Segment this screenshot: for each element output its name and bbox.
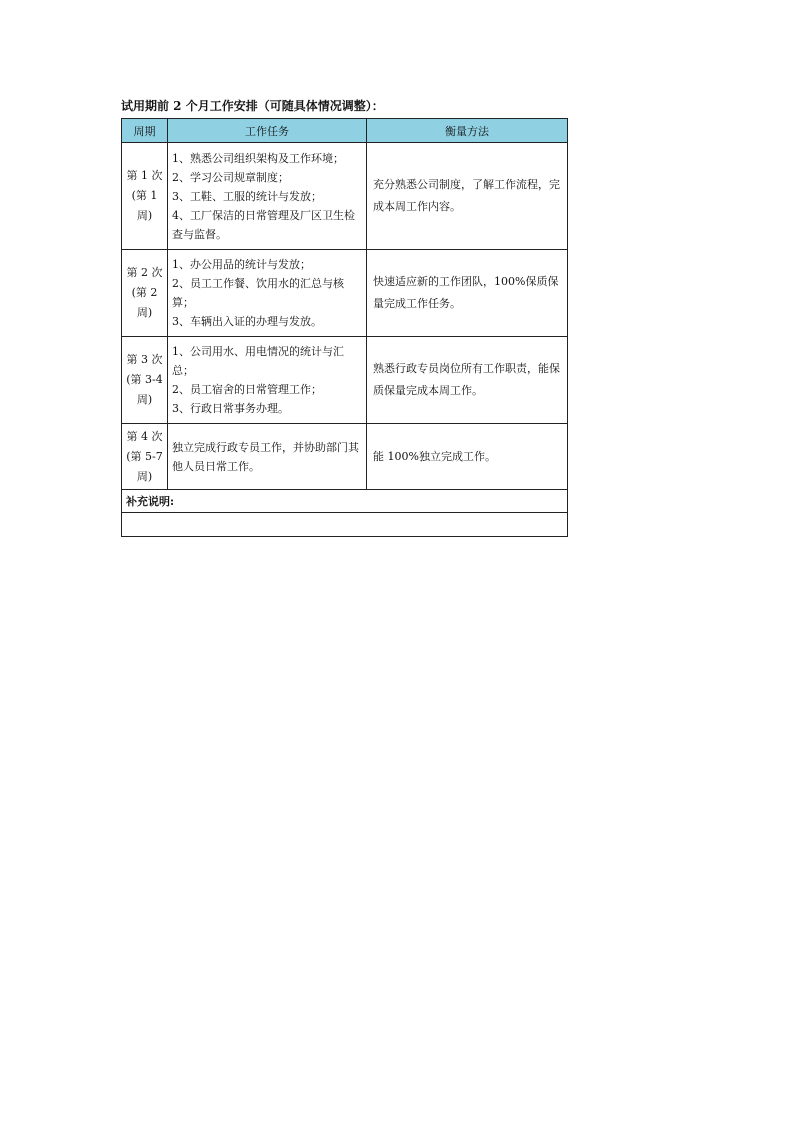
header-tasks: 工作任务 [168, 119, 367, 143]
task-item: 3、工鞋、工服的统计与发放； [172, 189, 322, 203]
table-row [122, 143, 568, 250]
measure-cell: 熟悉行政专员岗位所有工作职责，能保质保量完成本周工作。 [367, 337, 568, 424]
table-header-row [122, 119, 568, 143]
table-row [122, 424, 568, 490]
tasks-cell [168, 250, 367, 337]
document-title: 试用期前 2 个月工作安排（可随具体情况调整）： [121, 99, 384, 113]
note-label: 补充说明: [122, 490, 568, 513]
note-value-row [122, 513, 568, 537]
task-item: 3、车辆出入证的办理与发放。 [172, 315, 322, 328]
table-row [122, 250, 568, 337]
period-cell: 第 3 次(第 3-4 周) [122, 337, 168, 424]
tasks-cell [168, 143, 367, 250]
task-item: 1、公司用水、用电情况的统计与汇总； [172, 345, 344, 377]
task-item: 2、员工工作餐、饮用水的汇总与核算； [172, 277, 344, 309]
task-item: 4、工厂保洁的日常管理及厂区卫生检查与监督。 [172, 208, 355, 241]
task-item: 1、熟悉公司组织架构及工作环境； [172, 151, 344, 165]
table-row [122, 337, 568, 424]
task-item: 独立完成行政专员工作，并协助部门其他人员日常工作。 [172, 440, 359, 473]
task-item: 2、员工宿舍的日常管理工作； [172, 383, 322, 396]
measure-cell: 充分熟悉公司制度，了解工作流程，完成本周工作内容。 [367, 143, 568, 250]
task-item: 3、行政日常事务办理。 [172, 402, 289, 415]
header-period: 周期 [122, 119, 168, 143]
note-label-row [122, 490, 568, 513]
measure-cell: 能 100%独立完成工作。 [367, 424, 568, 490]
period-cell: 第 1 次(第 1 周) [122, 143, 168, 250]
measure-cell: 快速适应新的工作团队，100%保质保量完成工作任务。 [367, 250, 568, 337]
work-plan-table [121, 118, 568, 537]
header-measure: 衡量方法 [367, 119, 568, 143]
note-value [122, 513, 568, 537]
tasks-cell [168, 337, 367, 424]
period-cell: 第 4 次(第 5-7 周) [122, 424, 168, 490]
task-item: 1、办公用品的统计与发放； [172, 258, 311, 271]
tasks-cell [168, 424, 367, 490]
task-item: 2、学习公司规章制度； [172, 170, 289, 184]
period-cell: 第 2 次(第 2 周) [122, 250, 168, 337]
